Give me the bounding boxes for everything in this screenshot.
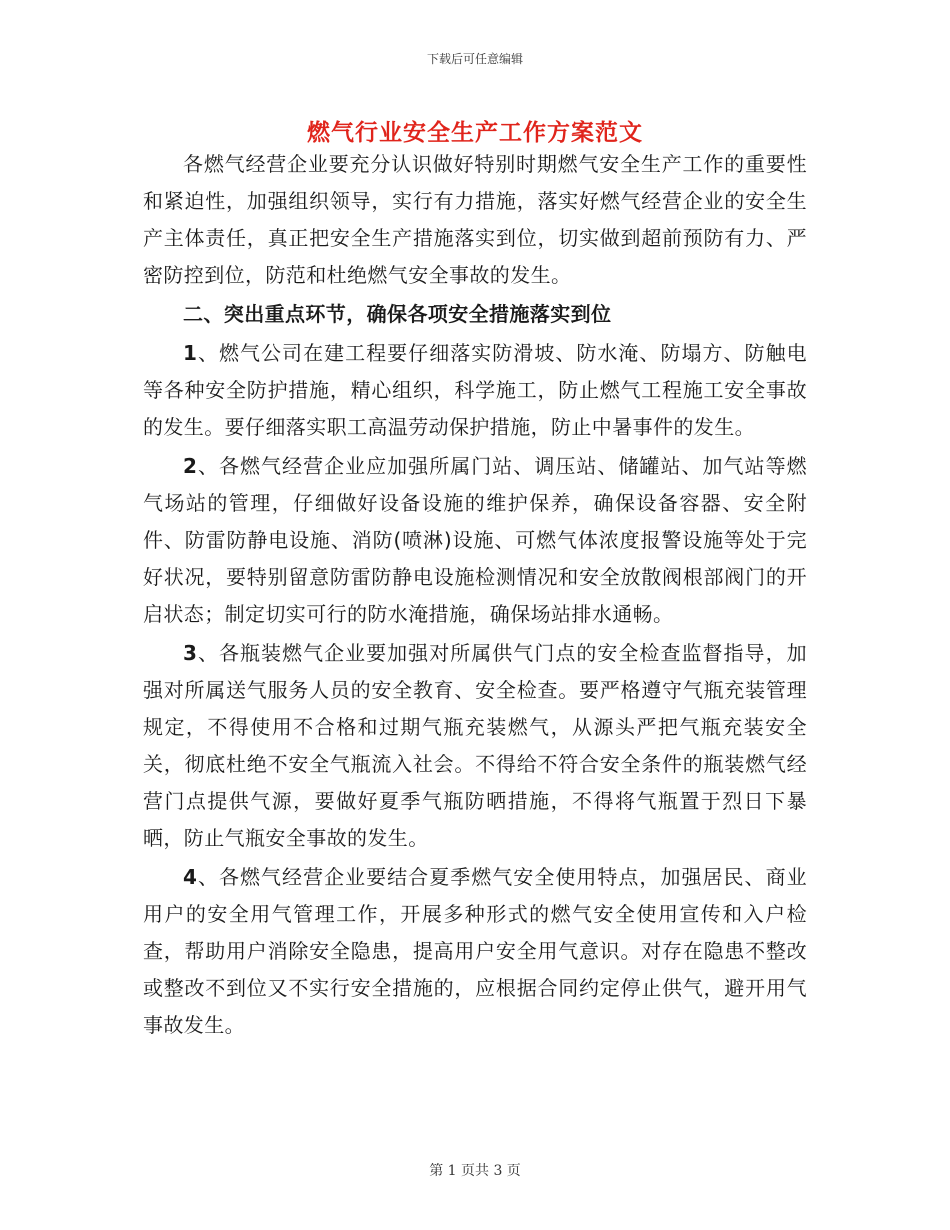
- item-text: 、燃气公司在建工程要仔细落实防滑坡、防水淹、防塌方、防触电等各种安全防护措施，精心组织，科学施工，防止燃气工程施工安全事故的发生。要仔细落实职工高温劳动保护措施，防止中暑事件的发生。: [143, 341, 807, 439]
- list-item: [143, 635, 807, 857]
- item-number: 2: [183, 454, 198, 478]
- item-text: 、各燃气经营企业应加强所属门站、调压站、储罐站、加气站等燃气场站的管理，仔细做好设备设施的维护保养，确保设备容器、安全附件、防雷防静电设施、消防(喷淋)设施、可燃气体浓度报警设施等处于完好状况，要特别留意防雷防静电设施检测情况和安全放散阀根部阀门的开启状态；制定切实可行的防水淹措施，确保场站排水通畅。: [143, 454, 807, 626]
- item-number: 3: [183, 641, 198, 665]
- document-title: 燃气行业安全生产工作方案范文: [307, 120, 643, 146]
- section-heading: 二、突出重点环节，确保各项安全措施落实到位: [183, 302, 612, 326]
- item-number: 1: [183, 341, 198, 365]
- list-item: [143, 448, 807, 633]
- document-body: [143, 146, 807, 1044]
- page-footer: 第 1 页共 3 页: [429, 1163, 521, 1179]
- list-item: [143, 335, 807, 446]
- list-item: [143, 859, 807, 1044]
- intro-paragraph: 各燃气经营企业要充分认识做好特别时期燃气安全生产工作的重要性和紧迫性，加强组织领导，实行有力措施，落实好燃气经营企业的安全生产主体责任，真正把安全生产措施落实到位，切实做到超前预防有力、严密防控到位，防范和杜绝燃气安全事故的发生。: [143, 152, 807, 287]
- page-header: 下载后可任意编辑: [426, 52, 523, 66]
- item-text: 、各瓶装燃气企业要加强对所属供气门点的安全检查监督指导，加强对所属送气服务人员的安全教育、安全检查。要严格遵守气瓶充装管理规定，不得使用不合格和过期气瓶充装燃气，从源头严把气瓶充装安全关，彻底杜绝不安全气瓶流入社会。不得给不符合安全条件的瓶装燃气经营门点提供气源，要做好夏季气瓶防晒措施，不得将气瓶置于烈日下暴晒，防止气瓶安全事故的发生。: [143, 641, 807, 850]
- item-text: 、各燃气经营企业要结合夏季燃气安全使用特点，加强居民、商业用户的安全用气管理工作，开展多种形式的燃气安全使用宣传和入户检查，帮助用户消除安全隐患，提高用户安全用气意识。对存在隐患不整改或整改不到位又不实行安全措施的，应根据合同约定停止供气，避开用气事故发生。: [143, 865, 807, 1037]
- item-number: 4: [183, 865, 198, 889]
